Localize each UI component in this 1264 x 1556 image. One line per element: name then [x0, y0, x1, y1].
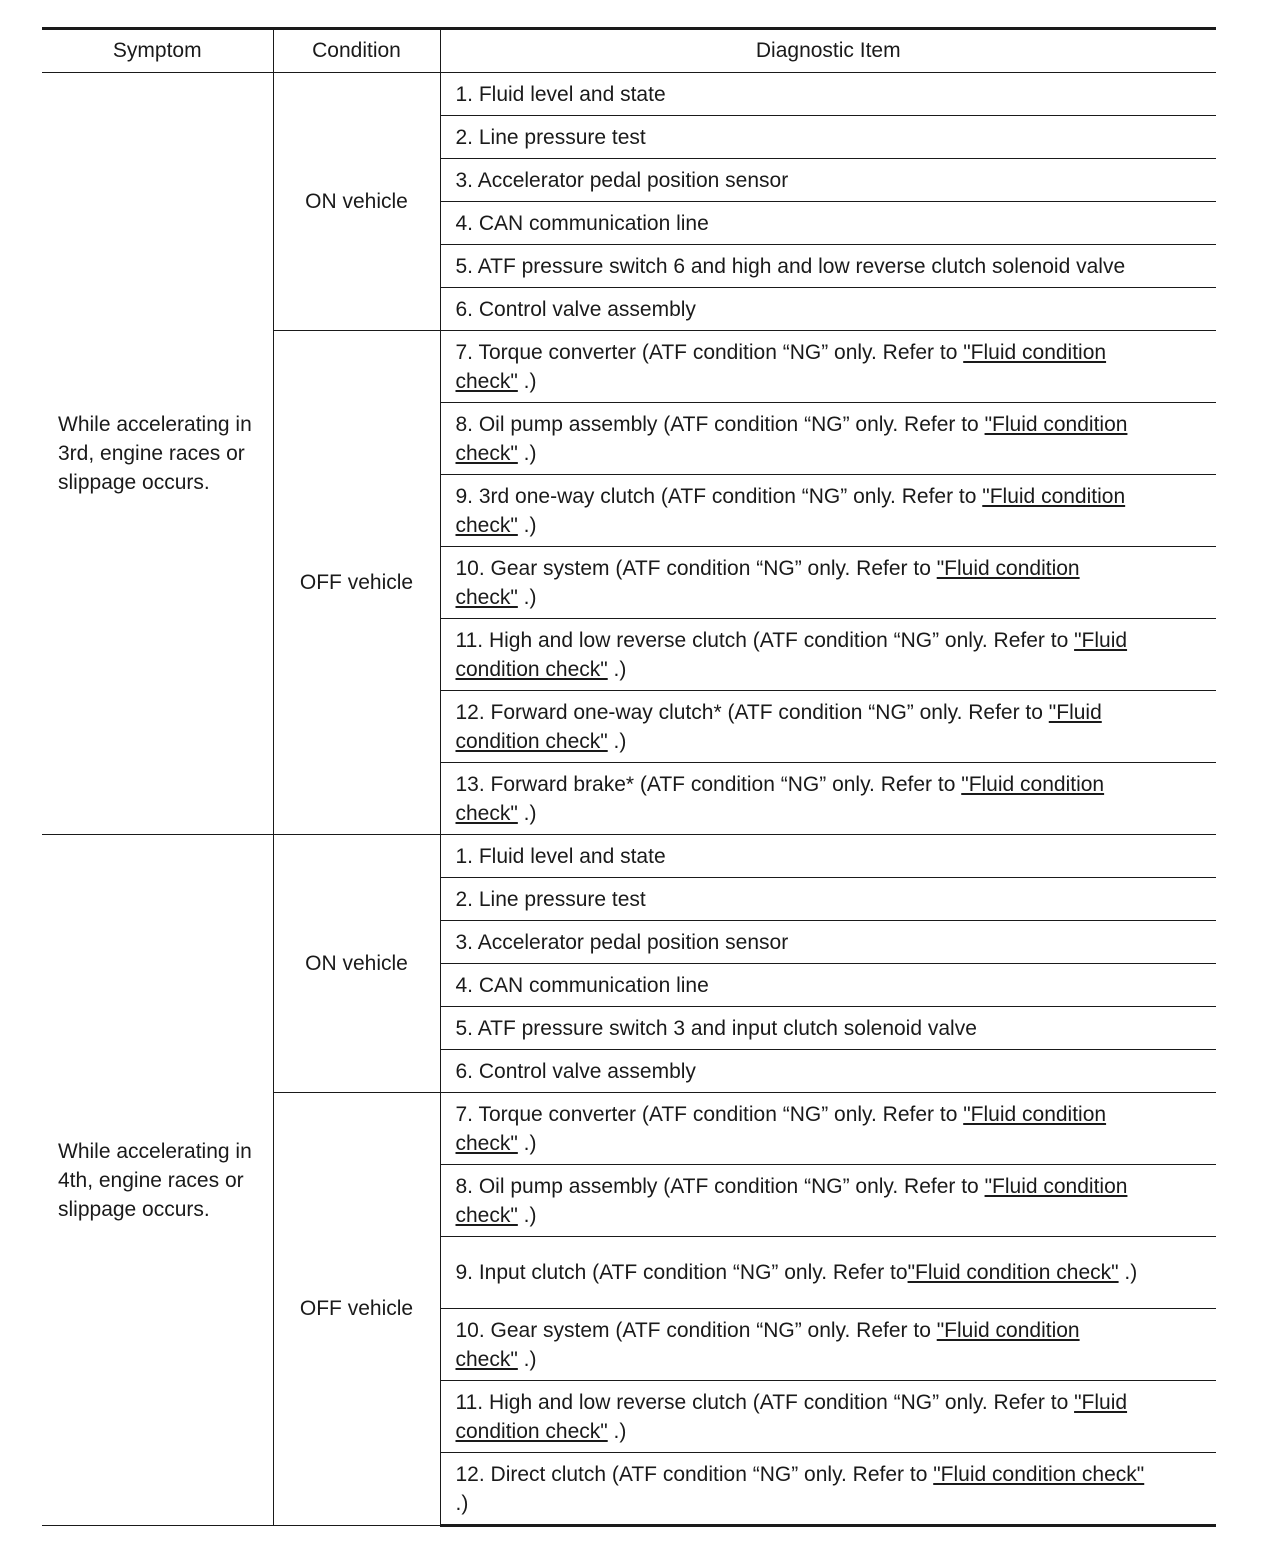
header-condition: Condition	[273, 29, 440, 73]
item-suffix: .)	[607, 1419, 627, 1443]
condition-off-vehicle: OFF vehicle	[273, 331, 440, 835]
item-suffix: .)	[455, 1491, 469, 1515]
item-suffix: .)	[517, 801, 537, 825]
condition-on-vehicle: ON vehicle	[273, 835, 440, 1093]
diagnostic-item: 1. Fluid level and state	[440, 835, 1216, 878]
fluid-condition-check-link[interactable]: "Fluid condition check"	[455, 1102, 1107, 1155]
symptom-cell	[42, 835, 273, 1526]
item-description: 10. Gear system (ATF condition “NG” only. Refer to	[455, 556, 937, 580]
item-suffix: .)	[517, 441, 537, 465]
item-description: 8. Oil pump assembly (ATF condition “NG” only. Refer to	[455, 1174, 985, 1198]
diagnostic-item-text	[456, 410, 1146, 468]
item-description: 7. Torque converter (ATF condition “NG” only. Refer to	[455, 340, 964, 364]
item-suffix: .)	[607, 729, 627, 753]
item-description: 12. Direct clutch (ATF condition “NG” only. Refer to	[455, 1462, 934, 1486]
table-body	[42, 73, 1216, 1526]
item-suffix: .)	[517, 513, 537, 537]
fluid-condition-check-link[interactable]: "Fluid condition check"	[455, 412, 1128, 465]
item-description: 13. Forward brake* (ATF condition “NG” only. Refer to	[455, 772, 962, 796]
diagnostic-item	[440, 1453, 1216, 1526]
diagnostic-item: 6. Control valve assembly	[440, 288, 1216, 331]
item-description: 8. Oil pump assembly (ATF condition “NG” only. Refer to	[455, 412, 985, 436]
fluid-condition-check-link[interactable]: "Fluid condition check"	[455, 1390, 1128, 1443]
diagnostic-item-text	[456, 482, 1146, 540]
diagnostic-item	[440, 691, 1216, 763]
item-suffix: .)	[517, 585, 537, 609]
diagnostic-item	[440, 1165, 1216, 1237]
item-description: 12. Forward one-way clutch* (ATF condition “NG” only. Refer to	[455, 700, 1049, 724]
item-suffix: .)	[517, 369, 537, 393]
diagnostic-item-text	[456, 1460, 1146, 1518]
diagnostic-item: 6. Control valve assembly	[440, 1050, 1216, 1093]
diagnostic-item	[440, 547, 1216, 619]
diagnostic-item: 3. Accelerator pedal position sensor	[440, 921, 1216, 964]
diagnostic-item: 1. Fluid level and state	[440, 73, 1216, 116]
fluid-condition-check-link[interactable]: "Fluid condition check"	[455, 1174, 1128, 1227]
item-description: 10. Gear system (ATF condition “NG” only. Refer to	[455, 1318, 937, 1342]
diagnostic-item-text	[456, 1388, 1146, 1446]
diagnostic-item: 2. Line pressure test	[440, 878, 1216, 921]
diagnostic-item	[440, 1309, 1216, 1381]
diagnostic-item-text	[456, 554, 1146, 612]
header-diagnostic-item: Diagnostic Item	[440, 29, 1216, 73]
diagnostic-item: 5. ATF pressure switch 3 and input clutch solenoid valve	[440, 1007, 1216, 1050]
diagnostic-item: 2. Line pressure test	[440, 116, 1216, 159]
table-row	[42, 835, 1216, 878]
fluid-condition-check-link[interactable]: "Fluid condition check"	[455, 772, 1105, 825]
symptom-text: While accelerating in 4th, engine races or slippage occurs.	[58, 1139, 252, 1221]
diagnostic-item: 4. CAN communication line	[440, 202, 1216, 245]
diagnostic-item	[440, 763, 1216, 835]
item-suffix: .)	[607, 657, 627, 681]
item-suffix: .)	[517, 1131, 537, 1155]
header-symptom: Symptom	[42, 29, 273, 73]
item-suffix: .)	[1118, 1261, 1138, 1284]
fluid-condition-check-link[interactable]: "Fluid condition check"	[455, 1318, 1080, 1371]
diagnostic-item: 4. CAN communication line	[440, 964, 1216, 1007]
condition-off-vehicle: OFF vehicle	[273, 1093, 440, 1526]
item-description: 11. High and low reverse clutch (ATF condition “NG” only. Refer to	[455, 1390, 1075, 1414]
fluid-condition-check-link[interactable]: "Fluid condition check"	[455, 484, 1126, 537]
diagnostic-table	[42, 27, 1216, 1527]
diagnostic-item	[440, 619, 1216, 691]
fluid-condition-check-link[interactable]: "Fluid condition check"	[933, 1462, 1145, 1486]
symptom-text: While accelerating in 3rd, engine races or slippage occurs.	[58, 413, 252, 494]
diagnostic-item-text	[456, 770, 1146, 828]
symptom-cell	[42, 73, 273, 835]
item-suffix: .)	[517, 1203, 537, 1227]
diagnostic-item-text	[456, 338, 1146, 396]
diagnostic-item-text	[456, 1172, 1146, 1230]
diagnostic-item	[440, 403, 1216, 475]
header-row	[42, 29, 1216, 73]
diagnostic-item	[440, 1093, 1216, 1165]
fluid-condition-check-link[interactable]: "Fluid condition check"	[455, 628, 1128, 681]
condition-on-vehicle: ON vehicle	[273, 73, 440, 331]
fluid-condition-check-link[interactable]: "Fluid condition check"	[907, 1261, 1119, 1284]
table-row	[42, 73, 1216, 116]
item-description: 11. High and low reverse clutch (ATF condition “NG” only. Refer to	[455, 628, 1075, 652]
fluid-condition-check-link[interactable]: "Fluid condition check"	[455, 340, 1107, 393]
fluid-condition-check-link[interactable]: "Fluid condition check"	[455, 556, 1080, 609]
diagnostic-item: 3. Accelerator pedal position sensor	[440, 159, 1216, 202]
diagnostic-item-text	[456, 1258, 1146, 1287]
fluid-condition-check-link[interactable]: "Fluid condition check"	[455, 700, 1102, 753]
diagnostic-item-text	[456, 1100, 1146, 1158]
diagnostic-item	[440, 1381, 1216, 1453]
diagnostic-item: 5. ATF pressure switch 6 and high and low reverse clutch solenoid valve	[440, 245, 1216, 288]
item-suffix: .)	[517, 1347, 537, 1371]
diagnostic-item	[440, 1237, 1216, 1309]
diagnostic-item-text	[456, 1316, 1146, 1374]
item-description: 9. Input clutch (ATF condition “NG” only. Refer to	[455, 1261, 908, 1284]
item-description: 7. Torque converter (ATF condition “NG” only. Refer to	[455, 1102, 964, 1126]
item-description: 9. 3rd one-way clutch (ATF condition “NG” only. Refer to	[455, 484, 983, 508]
diagnostic-item-text	[456, 626, 1146, 684]
diagnostic-item-text	[456, 698, 1146, 756]
diagnostic-item	[440, 331, 1216, 403]
diagnostic-item	[440, 475, 1216, 547]
